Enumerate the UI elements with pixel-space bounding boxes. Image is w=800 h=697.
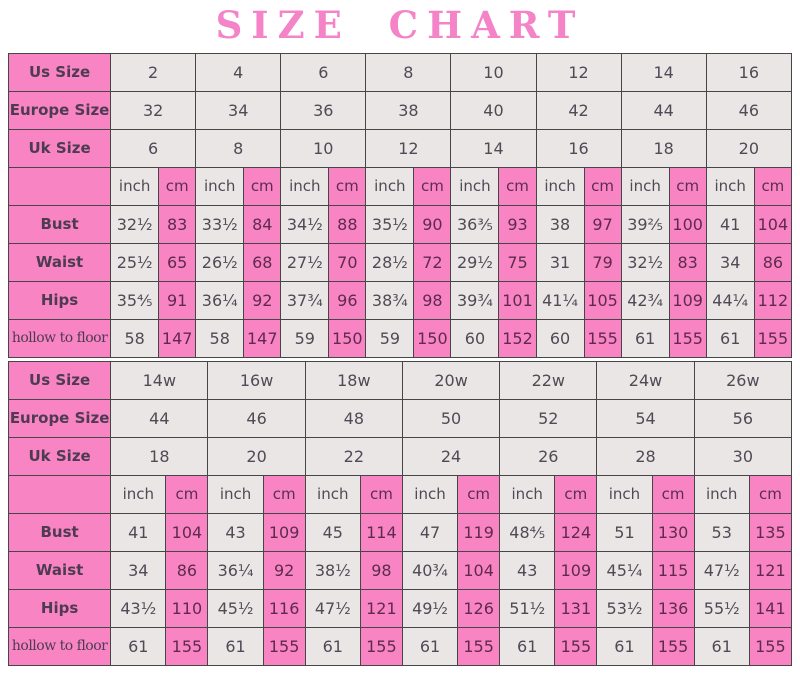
measure-cm-cell: 92 [263,551,305,589]
size-cell: 44 [621,91,706,129]
measure-cm-cell: 84 [244,205,281,243]
size-cell: 16 [536,129,621,167]
measure-cm-cell: 88 [329,205,366,243]
measure-cm-cell: 109 [669,281,706,319]
row-label: Bust [9,205,111,243]
unit-inch-header: inch [536,167,584,205]
measure-inch-cell: 60 [451,319,499,357]
measure-inch-cell: 61 [500,627,555,665]
measure-inch-cell: 61 [208,627,263,665]
measure-inch-cell: 34 [111,551,166,589]
measure-inch-cell: 49½ [402,589,457,627]
measure-cm-cell: 109 [263,513,305,551]
size-cell: 20w [402,361,499,399]
measure-inch-cell: 45½ [208,589,263,627]
measure-cm-cell: 119 [458,513,500,551]
measure-cm-cell: 131 [555,589,597,627]
unit-cm-header: cm [669,167,706,205]
measure-inch-cell: 41¼ [536,281,584,319]
measure-cm-cell: 68 [244,243,281,281]
measure-inch-cell: 41 [706,205,754,243]
size-cell: 2 [111,53,196,91]
measure-cm-cell: 121 [749,551,791,589]
measure-cm-cell: 104 [458,551,500,589]
size-cell: 42 [536,91,621,129]
measure-cm-cell: 83 [159,205,196,243]
measure-inch-cell: 43 [208,513,263,551]
size-cell: 18 [111,437,208,475]
measure-inch-cell: 45 [305,513,360,551]
unit-cm-header: cm [166,475,208,513]
measure-cm-cell: 155 [749,627,791,665]
size-cell: 36 [281,91,366,129]
size-cell: 40 [451,91,536,129]
measure-inch-cell: 43½ [111,589,166,627]
measure-cm-cell: 104 [166,513,208,551]
measure-cm-cell: 116 [263,589,305,627]
size-cell: 14 [451,129,536,167]
measure-inch-cell: 32½ [621,243,669,281]
size-cell: 6 [281,53,366,91]
unit-cm-header: cm [754,167,791,205]
measure-inch-cell: 26½ [196,243,244,281]
measure-inch-cell: 53½ [597,589,652,627]
size-cell: 22 [305,437,402,475]
unit-inch-header: inch [208,475,263,513]
size-cell: 20 [706,129,791,167]
measure-cm-cell: 115 [652,551,694,589]
measure-cm-cell: 109 [555,551,597,589]
measure-inch-cell: 36¼ [196,281,244,319]
measure-cm-cell: 147 [159,319,196,357]
size-cell: 46 [208,399,305,437]
measure-inch-cell: 60 [536,319,584,357]
size-cell: 34 [196,91,281,129]
unit-inch-header: inch [621,167,669,205]
measure-cm-cell: 105 [584,281,621,319]
row-label [9,167,111,205]
measure-inch-cell: 35⅘ [111,281,159,319]
size-cell: 8 [366,53,451,91]
measure-inch-cell: 48⅘ [500,513,555,551]
size-cell: 50 [402,399,499,437]
size-cell: 18 [621,129,706,167]
measure-cm-cell: 96 [329,281,366,319]
measure-inch-cell: 28½ [366,243,414,281]
measure-inch-cell: 43 [500,551,555,589]
size-cell: 18w [305,361,402,399]
unit-cm-header: cm [329,167,366,205]
measure-cm-cell: 70 [329,243,366,281]
row-label: Us Size [9,53,111,91]
unit-cm-header: cm [555,475,597,513]
measure-cm-cell: 65 [159,243,196,281]
measure-cm-cell: 72 [414,243,451,281]
measure-cm-cell: 155 [754,319,791,357]
measure-cm-cell: 83 [669,243,706,281]
size-cell: 26w [694,361,791,399]
size-cell: 12 [536,53,621,91]
table-row [9,319,792,357]
unit-cm-header: cm [360,475,402,513]
size-table-standard-sizes [8,53,792,358]
unit-inch-header: inch [694,475,749,513]
measure-inch-cell: 38 [536,205,584,243]
row-label: Europe Size [9,91,111,129]
measure-inch-cell: 53 [694,513,749,551]
unit-cm-header: cm [159,167,196,205]
measure-cm-cell: 155 [263,627,305,665]
measure-cm-cell: 135 [749,513,791,551]
measure-inch-cell: 58 [111,319,159,357]
measure-inch-cell: 40¾ [402,551,457,589]
measure-inch-cell: 51½ [500,589,555,627]
measure-cm-cell: 75 [499,243,536,281]
measure-cm-cell: 110 [166,589,208,627]
measure-cm-cell: 150 [329,319,366,357]
measure-cm-cell: 104 [754,205,791,243]
row-label: hollow to floor [9,319,111,357]
unit-cm-header: cm [414,167,451,205]
size-cell: 52 [500,399,597,437]
table-row [9,205,792,243]
measure-cm-cell: 114 [360,513,402,551]
size-cell: 28 [597,437,694,475]
measure-cm-cell: 91 [159,281,196,319]
size-cell: 44 [111,399,208,437]
measure-cm-cell: 100 [669,205,706,243]
measure-cm-cell: 155 [458,627,500,665]
measure-inch-cell: 34 [706,243,754,281]
measure-inch-cell: 55½ [694,589,749,627]
size-table-plus-sizes [8,361,792,666]
size-cell: 22w [500,361,597,399]
unit-inch-header: inch [402,475,457,513]
table-row [9,53,792,91]
unit-inch-header: inch [111,167,159,205]
table-row [9,91,792,129]
measure-cm-cell: 152 [499,319,536,357]
measure-cm-cell: 155 [166,627,208,665]
table-row [9,281,792,319]
measure-inch-cell: 61 [694,627,749,665]
size-cell: 20 [208,437,305,475]
row-label: Uk Size [9,437,111,475]
page-title: SIZE CHART [215,3,585,47]
unit-inch-header: inch [366,167,414,205]
size-cell: 30 [694,437,791,475]
size-cell: 54 [597,399,694,437]
measure-cm-cell: 126 [458,589,500,627]
measure-inch-cell: 29½ [451,243,499,281]
size-cell: 16w [208,361,305,399]
row-label: Waist [9,243,111,281]
measure-inch-cell: 59 [281,319,329,357]
measure-cm-cell: 147 [244,319,281,357]
measure-cm-cell: 98 [360,551,402,589]
unit-cm-header: cm [244,167,281,205]
measure-inch-cell: 36¼ [208,551,263,589]
table-row [9,475,792,513]
measure-cm-cell: 121 [360,589,402,627]
row-label [9,475,111,513]
measure-inch-cell: 61 [111,627,166,665]
measure-inch-cell: 42¾ [621,281,669,319]
row-label: Uk Size [9,129,111,167]
size-cell: 14 [621,53,706,91]
measure-cm-cell: 141 [749,589,791,627]
measure-inch-cell: 32½ [111,205,159,243]
unit-cm-header: cm [652,475,694,513]
measure-inch-cell: 27½ [281,243,329,281]
measure-inch-cell: 25½ [111,243,159,281]
table-row [9,513,792,551]
unit-cm-header: cm [458,475,500,513]
measure-cm-cell: 155 [584,319,621,357]
measure-cm-cell: 79 [584,243,621,281]
table-row [9,437,792,475]
measure-cm-cell: 150 [414,319,451,357]
measure-cm-cell: 112 [754,281,791,319]
size-cell: 24w [597,361,694,399]
row-label: Hips [9,589,111,627]
table-row [9,551,792,589]
measure-inch-cell: 38½ [305,551,360,589]
row-label: hollow to floor [9,627,111,665]
table-row [9,589,792,627]
measure-inch-cell: 39¾ [451,281,499,319]
measure-inch-cell: 51 [597,513,652,551]
measure-inch-cell: 41 [111,513,166,551]
measure-inch-cell: 31 [536,243,584,281]
measure-cm-cell: 93 [499,205,536,243]
measure-cm-cell: 155 [669,319,706,357]
measure-inch-cell: 47½ [305,589,360,627]
measure-inch-cell: 61 [402,627,457,665]
table-row [9,399,792,437]
row-label: Bust [9,513,111,551]
row-label: Us Size [9,361,111,399]
size-cell: 46 [706,91,791,129]
size-cell: 32 [111,91,196,129]
measure-cm-cell: 98 [414,281,451,319]
table-row [9,243,792,281]
unit-cm-header: cm [584,167,621,205]
measure-inch-cell: 34½ [281,205,329,243]
measure-inch-cell: 45¼ [597,551,652,589]
unit-cm-header: cm [263,475,305,513]
measure-cm-cell: 86 [166,551,208,589]
unit-cm-header: cm [749,475,791,513]
row-label: Hips [9,281,111,319]
unit-inch-header: inch [111,475,166,513]
size-cell: 48 [305,399,402,437]
measure-inch-cell: 59 [366,319,414,357]
size-chart-tables [8,53,800,666]
size-cell: 38 [366,91,451,129]
size-cell: 4 [196,53,281,91]
unit-inch-header: inch [305,475,360,513]
measure-cm-cell: 136 [652,589,694,627]
row-label: Waist [9,551,111,589]
unit-inch-header: inch [281,167,329,205]
size-cell: 8 [196,129,281,167]
measure-inch-cell: 44¼ [706,281,754,319]
unit-inch-header: inch [196,167,244,205]
measure-cm-cell: 155 [360,627,402,665]
measure-inch-cell: 61 [706,319,754,357]
measure-inch-cell: 36⅗ [451,205,499,243]
measure-cm-cell: 92 [244,281,281,319]
measure-cm-cell: 101 [499,281,536,319]
unit-inch-header: inch [500,475,555,513]
unit-inch-header: inch [451,167,499,205]
size-cell: 10 [451,53,536,91]
measure-cm-cell: 124 [555,513,597,551]
measure-cm-cell: 130 [652,513,694,551]
measure-inch-cell: 58 [196,319,244,357]
measure-cm-cell: 90 [414,205,451,243]
measure-inch-cell: 38¾ [366,281,414,319]
measure-cm-cell: 86 [754,243,791,281]
size-cell: 24 [402,437,499,475]
measure-inch-cell: 33½ [196,205,244,243]
measure-inch-cell: 47 [402,513,457,551]
measure-inch-cell: 47½ [694,551,749,589]
unit-inch-header: inch [706,167,754,205]
row-label: Europe Size [9,399,111,437]
size-cell: 26 [500,437,597,475]
measure-inch-cell: 37¾ [281,281,329,319]
size-cell: 12 [366,129,451,167]
measure-inch-cell: 39⅖ [621,205,669,243]
size-cell: 16 [706,53,791,91]
measure-cm-cell: 97 [584,205,621,243]
measure-cm-cell: 155 [555,627,597,665]
measure-inch-cell: 35½ [366,205,414,243]
size-cell: 14w [111,361,208,399]
size-cell: 6 [111,129,196,167]
unit-cm-header: cm [499,167,536,205]
measure-cm-cell: 155 [652,627,694,665]
table-row [9,361,792,399]
table-row [9,129,792,167]
measure-inch-cell: 61 [621,319,669,357]
measure-inch-cell: 61 [305,627,360,665]
table-row [9,627,792,665]
unit-inch-header: inch [597,475,652,513]
size-cell: 10 [281,129,366,167]
table-row [9,167,792,205]
measure-inch-cell: 61 [597,627,652,665]
size-cell: 56 [694,399,791,437]
